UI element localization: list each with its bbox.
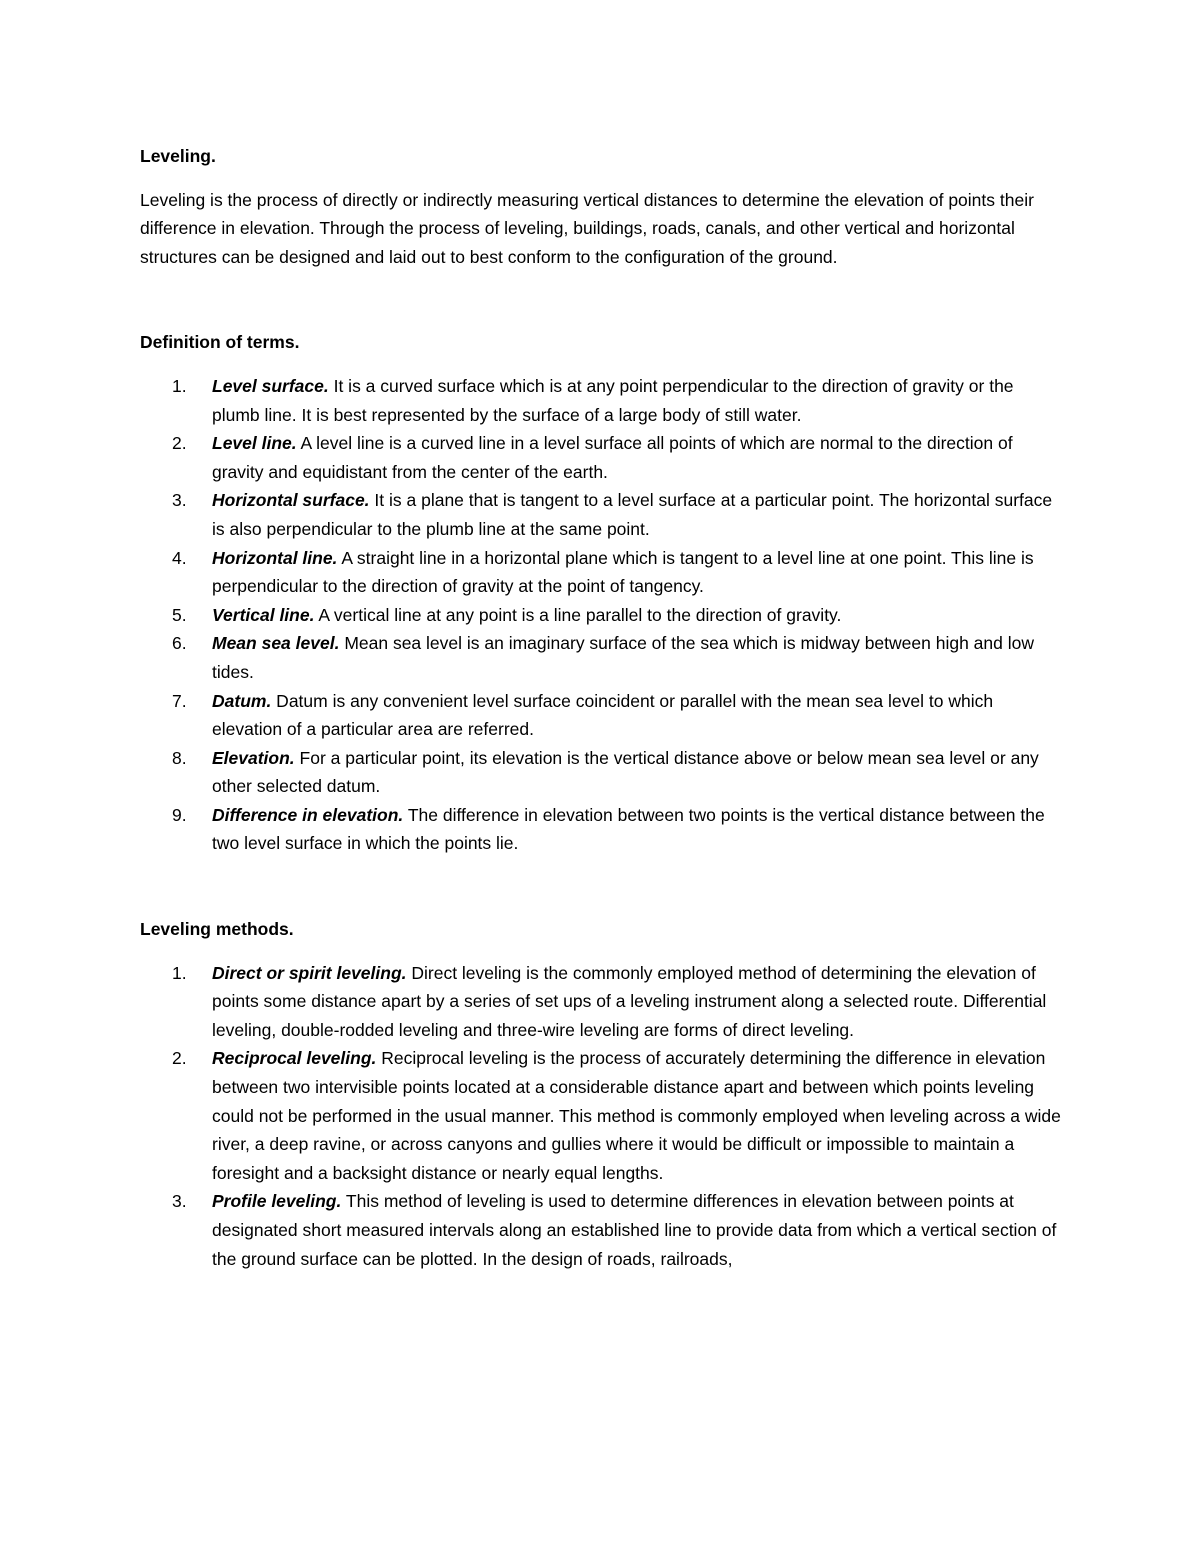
list-number: 5.	[172, 604, 187, 625]
list-item	[140, 1187, 1065, 1273]
list-item	[140, 629, 1065, 686]
leveling-paragraph: Leveling is the process of directly or indirectly measuring vertical distances to determine the elevation of points their difference in elevation. Through the process of leveling, buildings, roads, canals, and other vertical and horizontal structures can be designed and laid out to best conform to the configuration of the ground.	[140, 189, 1034, 267]
list-item	[140, 687, 1065, 744]
method-description: Reciprocal leveling is the process of accurately determining the difference in elevation between two intervisible points located at a considerable distance apart and between which points leveling could not be performed in the usual manner. This method is commonly employed when leveling across a wide river, a deep ravine, or across canyons and gullies where it would be difficult or impossible to maintain a foresight and a backsight distance or nearly equal lengths.	[212, 1048, 1061, 1183]
term-definition: It is a plane that is tangent to a level surface at a particular point. The horizontal surface is also perpendicular to the plumb line at the same point.	[212, 490, 1053, 539]
list-item	[140, 1044, 1065, 1187]
definition-list	[140, 372, 1065, 858]
list-number: 7.	[172, 690, 187, 711]
method-name: Direct or spirit leveling.	[212, 962, 407, 983]
leveling-heading: Leveling.	[140, 146, 216, 166]
term-name: Mean sea level.	[212, 633, 340, 654]
leveling-methods-heading: Leveling methods.	[140, 919, 294, 940]
list-item	[140, 959, 1065, 1045]
method-name: Reciprocal leveling.	[212, 1048, 377, 1069]
term-definition: Mean sea level is an imaginary surface of the sea which is midway between high and low tides.	[212, 633, 1034, 682]
list-number: 4.	[172, 547, 187, 568]
list-item	[140, 544, 1065, 601]
list-item	[140, 744, 1065, 801]
term-name: Difference in elevation.	[212, 804, 404, 825]
term-definition: A straight line in a horizontal plane which is tangent to a level line at one point. This line is perpendicular to the direction of gravity at the point of tangency.	[212, 547, 1034, 597]
list-item	[140, 486, 1065, 543]
method-name: Profile leveling.	[212, 1191, 342, 1212]
list-number: 3.	[172, 1191, 187, 1212]
term-definition: A level line is a curved line in a level surface all points of which are normal to the direction of gravity and equidistant from the center of the earth.	[212, 433, 1013, 482]
list-number: 6.	[172, 633, 187, 654]
term-name: Elevation.	[212, 747, 295, 768]
list-number: 9.	[172, 804, 187, 825]
definition-of-terms-heading: Definition of terms.	[140, 332, 300, 353]
list-number: 1.	[172, 962, 187, 983]
term-name: Horizontal line.	[212, 547, 338, 568]
list-item	[140, 372, 1065, 429]
methods-list	[140, 959, 1065, 1274]
method-description: This method of leveling is used to determine differences in elevation between points at designated short measured intervals along an established line to provide data from which a vertical section of the ground surface can be plotted. In the design of roads, railroads,	[212, 1191, 1057, 1269]
term-definition: A vertical line at any point is a line parallel to the direction of gravity.	[314, 604, 842, 625]
list-item	[140, 429, 1065, 486]
term-definition: Datum is any convenient level surface coincident or parallel with the mean sea level to which elevation of a particular area are referred.	[212, 690, 994, 740]
term-definition: The difference in elevation between two points is the vertical distance between the two level surface in which the points lie.	[212, 804, 1045, 854]
term-name: Horizontal surface.	[212, 490, 370, 511]
list-number: 1.	[172, 375, 187, 396]
term-definition: It is a curved surface which is at any point perpendicular to the direction of gravity or the plumb line. It is best represented by the surface of a large body of still water.	[212, 375, 1014, 425]
list-item	[140, 601, 1065, 630]
method-description: Direct leveling is the commonly employed method of determining the elevation of points some distance apart by a series of set ups of a leveling instrument along a selected route. Differential leveling, double-rodded leveling and three-wire leveling are forms of direct leveling.	[212, 962, 1047, 1040]
list-number: 3.	[172, 490, 187, 511]
term-name: Level line.	[212, 433, 297, 454]
list-item	[140, 801, 1065, 858]
term-name: Level surface.	[212, 375, 329, 396]
term-name: Datum.	[212, 690, 272, 711]
term-name: Vertical line.	[212, 604, 315, 625]
list-number: 2.	[172, 1048, 187, 1069]
term-definition: For a particular point, its elevation is the vertical distance above or below mean sea level or any other selected datum.	[212, 747, 1039, 797]
document-page	[140, 142, 1065, 1273]
list-number: 2.	[172, 433, 187, 454]
list-number: 8.	[172, 747, 187, 768]
